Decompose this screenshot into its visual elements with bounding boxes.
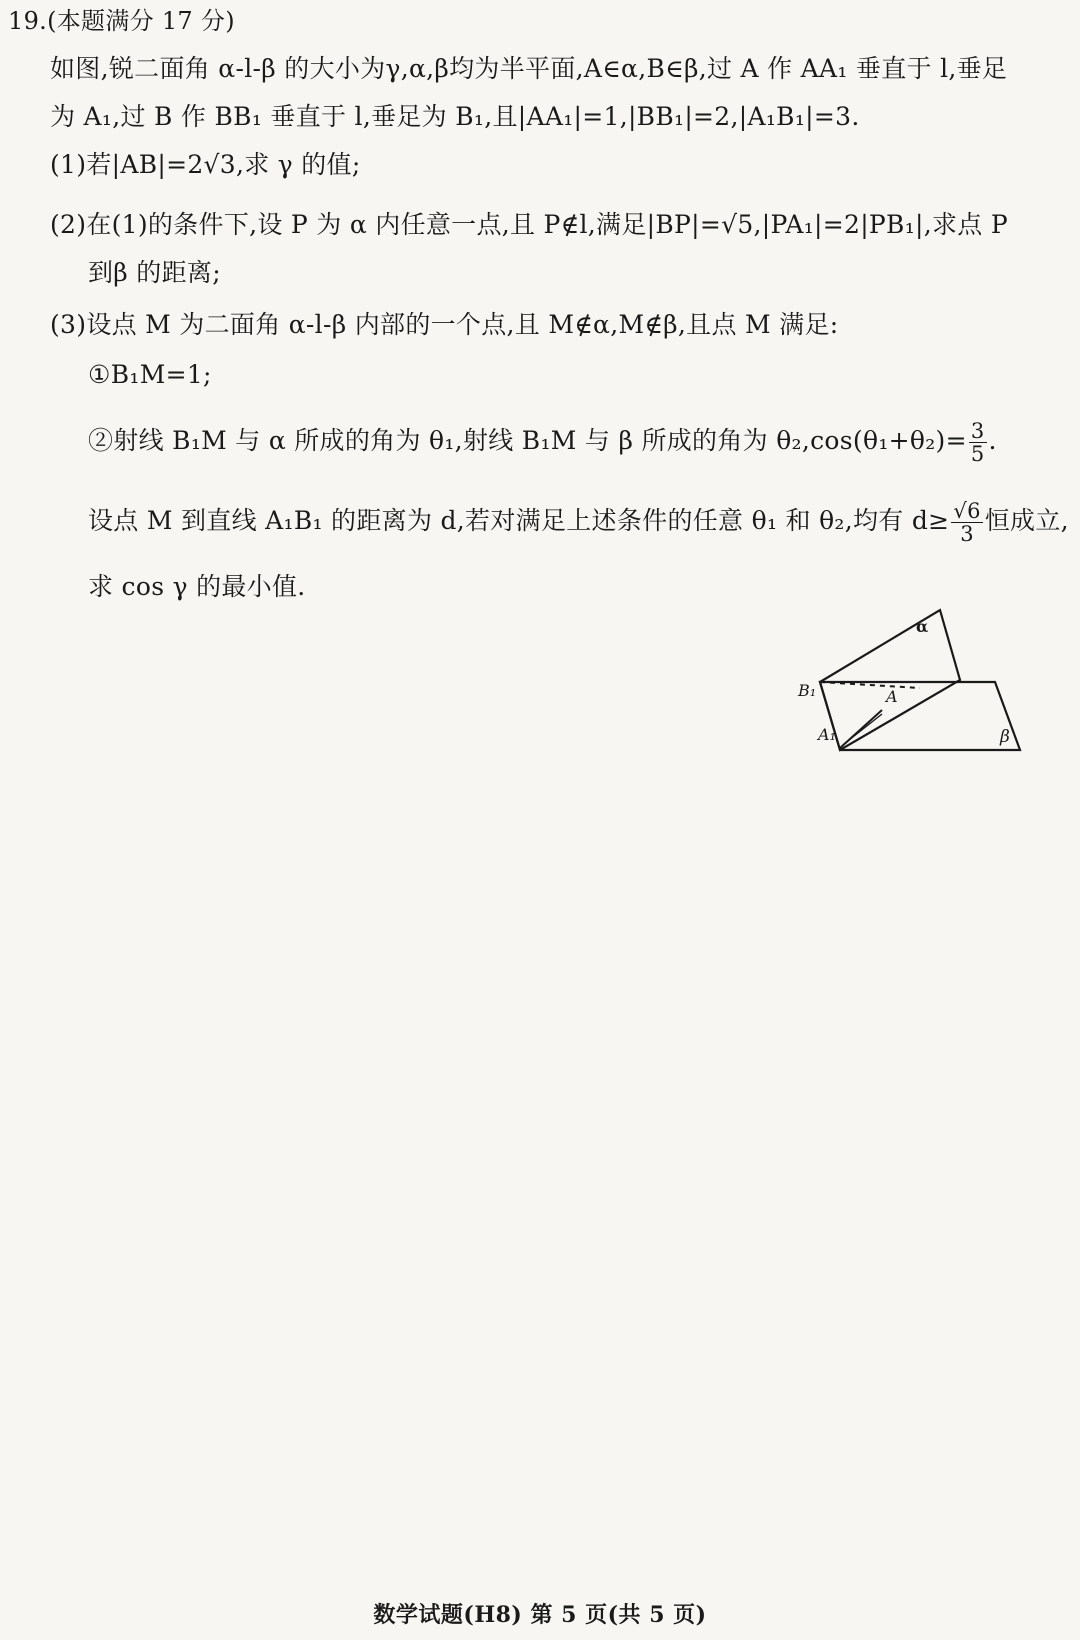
condition-2 [88, 420, 997, 465]
dihedral-angle-figure [798, 610, 1070, 800]
fraction-denominator: 5 [970, 442, 985, 466]
problem-line-2: 为 A₁,过 B 作 BB₁ 垂直于 l,垂足为 B₁,且|AA₁|=1,|BB₁|=2,|A₁B₁|=3. [50, 102, 860, 131]
part-1-question: (1)若|AB|=2√3,求 γ 的值; [50, 150, 361, 179]
part-3-condition [88, 500, 1069, 545]
label-a: A [886, 687, 898, 706]
label-b1: B₁ [798, 681, 817, 700]
problem-line-1: 如图,锐二面角 α-l-β 的大小为γ,α,β均为半平面,A∈α,B∈β,过 A 作 AA₁ 垂直于 l,垂足 [50, 54, 1008, 83]
part-2-question-cont: 到β 的距离; [88, 258, 221, 287]
fraction-three-fifths [969, 420, 987, 465]
fraction-numerator: √6 [953, 499, 981, 523]
part-3-question: (3)设点 M 为二面角 α-l-β 内部的一个点,且 M∉α,M∉β,且点 M 满足: [50, 310, 839, 339]
condition-2-text: ②射线 B₁M 与 α 所成的角为 θ₁,射线 B₁M 与 β 所成的角为 θ₂,cos(θ₁+θ₂)= [88, 426, 967, 455]
condition-2-end: . [988, 426, 997, 455]
label-alpha: α [916, 617, 929, 636]
fraction-denominator: 3 [960, 522, 974, 546]
part-2-question: (2)在(1)的条件下,设 P 为 α 内任意一点,且 P∉l,满足|BP|=√5,|PA₁|=2|PB₁|,求点 P [50, 210, 1008, 239]
condition-1: ①B₁M=1; [88, 360, 212, 389]
page-footer: 数学试题(H8) 第 5 页(共 5 页) [373, 1602, 707, 1628]
plane-alpha [820, 610, 960, 750]
label-a1: A₁ [818, 725, 836, 744]
label-beta: β [1000, 727, 1010, 747]
part-3-condition-text: 设点 M 到直线 A₁B₁ 的距离为 d,若对满足上述条件的任意 θ₁ 和 θ₂,均有 d≥ [88, 506, 950, 535]
part-3-ask: 求 cos γ 的最小值. [88, 572, 306, 601]
fraction-numerator: 3 [970, 419, 985, 443]
fraction-sqrt6-over-3 [951, 500, 982, 545]
question-header: 19.(本题满分 17 分) [8, 7, 235, 35]
part-3-condition-end: 恒成立, [984, 506, 1069, 535]
